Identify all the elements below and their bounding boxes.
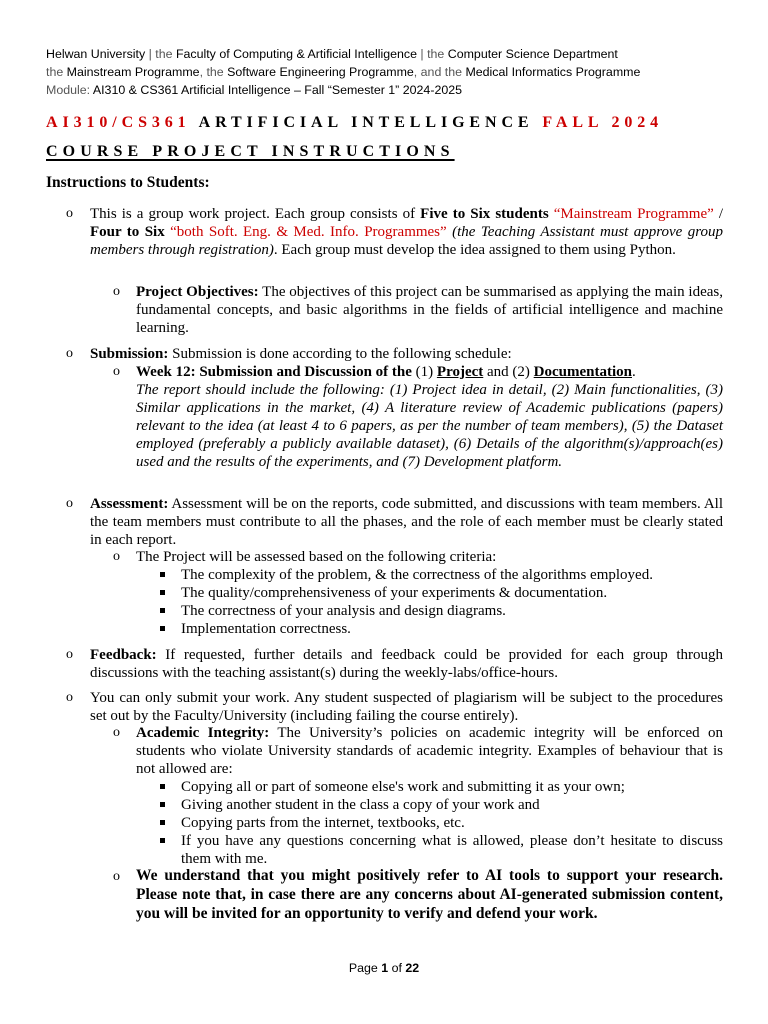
square-bullet xyxy=(160,820,165,825)
page-number: 1 xyxy=(381,961,389,975)
bullet-marker: o xyxy=(113,284,120,299)
integrity-item: Copying all or part of someone else's work and submitting it as your own; xyxy=(181,779,625,795)
assessment-paragraph: Assessment: Assessment will be on the reports, code submitted, and discussions with team members. All the team members must contribute to all the phases, and the role of each member must be clearly stated in each report. xyxy=(90,496,723,548)
document-subtitle: COURSE PROJECT INSTRUCTIONS xyxy=(46,143,455,160)
header-line-programmes: the Mainstream Programme, the Software Engineering Programme, and the Medical Informatics Programme xyxy=(46,65,641,79)
bullet-marker: o xyxy=(66,346,73,361)
integrity-item: Giving another student in the class a copy of your work and xyxy=(181,797,540,813)
criteria-item: The correctness of your analysis and design diagrams. xyxy=(181,603,506,619)
bullet-marker: o xyxy=(66,496,73,511)
header-line-institution: Helwan University | the Faculty of Computing & Artificial Intelligence | the Computer Science Department xyxy=(46,47,618,61)
bullet-marker: o xyxy=(66,206,73,221)
bullet-marker: o xyxy=(113,549,120,564)
university-name: Helwan University xyxy=(46,47,146,61)
bullet-marker: o xyxy=(113,725,120,740)
square-bullet xyxy=(160,838,165,843)
group-work-paragraph: This is a group work project. Each group consists of Five to Six students “Mainstream Programme” / Four to Six “both Soft. Eng. & Med. Info. Programmes” (the Teaching Assistant must approve group members through registration). Each group must develop the idea assigned to them using Python. xyxy=(90,206,724,258)
submission-paragraph: Submission: Submission is done according to the following schedule: xyxy=(90,346,512,362)
academic-integrity-paragraph: Academic Integrity: The University’s policies on academic integrity will be enforced on students who violate University standards of academic integrity. Examples of behaviour that is not allowed are: xyxy=(136,725,724,777)
programme-medical-info: Medical Informatics Programme xyxy=(465,65,641,79)
bullet-marker: o xyxy=(113,869,120,884)
bullet-marker: o xyxy=(113,364,120,379)
criteria-intro: The Project will be assessed based on the following criteria: xyxy=(136,549,497,565)
document-header xyxy=(46,45,736,99)
course-name: ARTIFICIAL INTELLIGENCE xyxy=(190,114,543,131)
week12-line: Week 12: Submission and Discussion of the (1) Project and (2) Documentation. xyxy=(136,364,636,380)
square-bullet xyxy=(160,608,165,613)
criteria-item: The complexity of the problem, & the correctness of the algorithms employed. xyxy=(181,567,653,583)
integrity-item: Copying parts from the internet, textbooks, etc. xyxy=(181,815,465,831)
feedback-paragraph: Feedback: If requested, further details and feedback could be provided for each group through discussions with the teaching assistant(s) during the weekly-labs/office-hours. xyxy=(90,647,723,681)
page-footer: Page 1 of 22 xyxy=(348,961,420,975)
plagiarism-paragraph: You can only submit your work. Any student suspected of plagiarism will be subject to the procedures set out by the Faculty/University (including failing the course entirely). xyxy=(90,690,723,724)
objectives-paragraph: Project Objectives: The objectives of this project can be summarised as applying the main ideas, fundamental concepts, and basic algorithms in the fields of artificial intelligence and machine learning. xyxy=(136,284,723,336)
programme-mainstream: Mainstream Programme xyxy=(66,65,200,79)
report-requirements: The report should include the following: (1) Project idea in detail, (2) Main functionalities, (3) Similar applications in the market, (4) A literature review of Academic publications (papers) relevant to the idea (at least 4 to 6 papers, as per the number of team members), (5) the Dataset employed (preferably a publicly available dataset), (6) Details of the algorithm(s)/approach(es) used and the results of the experiments, and (7) Development platform. xyxy=(136,382,723,470)
faculty-name: Faculty of Computing & Artificial Intelligence xyxy=(175,47,417,61)
instructions-heading: Instructions to Students: xyxy=(46,174,210,191)
course-code: AI310/CS361 xyxy=(46,114,191,131)
module-name: AI310 & CS361 Artificial Intelligence – Fall “Semester 1” 2024-2025 xyxy=(92,83,463,97)
integrity-item: If you have any questions concerning what is allowed, please don’t hesitate to discuss them with me. xyxy=(181,833,723,867)
page-total: 22 xyxy=(405,961,420,975)
ai-tools-statement: We understand that you might positively refer to AI tools to support your research. Please note that, in case there are any concerns about AI-generated submission content, you will be invited for an opportunity to verify and defend your work. xyxy=(136,867,723,922)
square-bullet xyxy=(160,802,165,807)
programme-software-eng: Software Engineering Programme xyxy=(227,65,414,79)
bullet-marker: o xyxy=(66,690,73,705)
course-term: FALL 2024 xyxy=(542,114,664,131)
department-name: Computer Science Department xyxy=(447,47,618,61)
criteria-item: The quality/comprehensiveness of your experiments & documentation. xyxy=(181,585,608,601)
header-line-module: Module: AI310 & CS361 Artificial Intelligence – Fall “Semester 1” 2024-2025 xyxy=(46,83,463,97)
square-bullet xyxy=(160,590,165,595)
square-bullet xyxy=(160,784,165,789)
criteria-item: Implementation correctness. xyxy=(181,621,351,637)
square-bullet xyxy=(160,572,165,577)
document-title xyxy=(46,114,663,132)
bullet-marker: o xyxy=(66,647,73,662)
square-bullet xyxy=(160,626,165,631)
